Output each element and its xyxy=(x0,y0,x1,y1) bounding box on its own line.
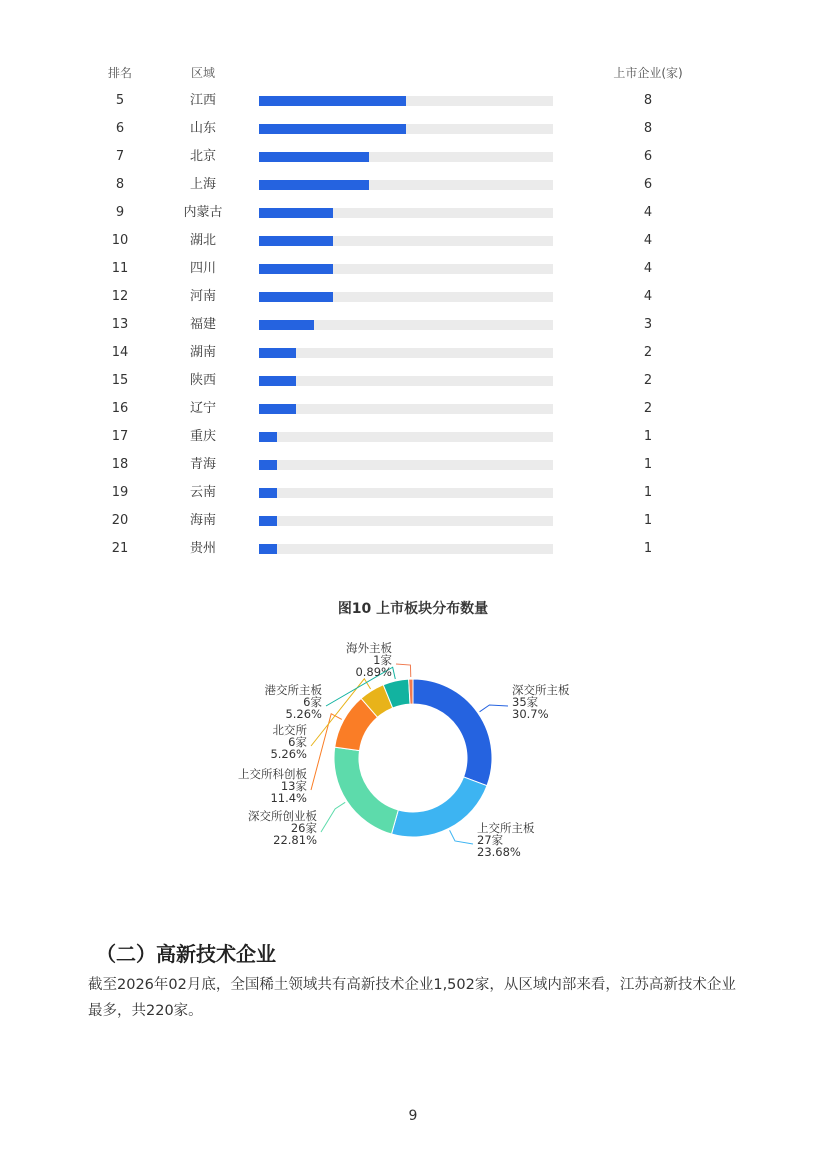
count-value: 4 xyxy=(643,289,653,304)
region-name: 云南 xyxy=(189,485,216,500)
table-row xyxy=(0,457,826,485)
region-name: 上海 xyxy=(189,177,216,192)
slice-label-count: 6家 xyxy=(288,735,307,749)
table-row xyxy=(0,429,826,457)
leader-line xyxy=(396,664,411,677)
bar-track xyxy=(259,348,553,358)
bar-track xyxy=(259,516,553,526)
count-value: 1 xyxy=(643,541,653,556)
region-name: 山东 xyxy=(189,121,216,136)
rank-value: 18 xyxy=(111,457,129,472)
rank-value: 8 xyxy=(115,177,125,192)
rank-value: 21 xyxy=(111,541,129,556)
donut-slice xyxy=(413,679,492,786)
table-row xyxy=(0,177,826,205)
bar-track xyxy=(259,124,553,134)
bar-track xyxy=(259,488,553,498)
rank-value: 11 xyxy=(111,261,129,276)
count-value: 1 xyxy=(643,457,653,472)
count-value: 2 xyxy=(643,345,653,360)
leader-line xyxy=(480,705,508,712)
rank-value: 12 xyxy=(111,289,129,304)
ranking-table xyxy=(0,0,826,560)
leader-line xyxy=(450,830,473,844)
table-row xyxy=(0,513,826,541)
slice-label-name: 海外主板 xyxy=(346,641,392,655)
bar-fill xyxy=(259,236,333,246)
bar-fill xyxy=(259,432,277,442)
bar-fill xyxy=(259,488,277,498)
bar-fill xyxy=(259,208,333,218)
bar-track xyxy=(259,180,553,190)
rank-value: 19 xyxy=(111,485,129,500)
bar-track xyxy=(259,208,553,218)
region-name: 北京 xyxy=(189,149,216,164)
table-row xyxy=(0,541,826,569)
table-row xyxy=(0,317,826,345)
slice-label-name: 深交所主板 xyxy=(512,683,570,697)
rank-value: 15 xyxy=(111,373,129,388)
slice-label-percent: 30.7% xyxy=(512,707,549,721)
region-name: 四川 xyxy=(189,261,216,276)
rank-value: 7 xyxy=(115,149,125,164)
region-name: 贵州 xyxy=(189,541,216,556)
slice-label-name: 上交所主板 xyxy=(477,821,535,835)
slice-label-percent: 22.81% xyxy=(273,833,317,847)
bar-fill xyxy=(259,516,277,526)
region-name: 陕西 xyxy=(189,373,216,388)
region-name: 福建 xyxy=(189,317,216,332)
donut-slice xyxy=(392,777,487,837)
bar-track xyxy=(259,404,553,414)
count-value: 8 xyxy=(643,121,653,136)
table-row xyxy=(0,289,826,317)
rank-value: 9 xyxy=(115,205,125,220)
count-value: 4 xyxy=(643,205,653,220)
count-value: 1 xyxy=(643,513,653,528)
rank-value: 20 xyxy=(111,513,129,528)
slice-label-name: 深交所创业板 xyxy=(248,809,317,823)
count-value: 6 xyxy=(643,177,653,192)
count-value: 1 xyxy=(643,485,653,500)
donut-slice xyxy=(334,747,398,834)
slice-label-count: 13家 xyxy=(280,779,307,793)
region-name: 辽宁 xyxy=(189,401,216,416)
header-count: 上市企业(家) xyxy=(613,66,683,80)
leader-line xyxy=(321,802,345,832)
rank-value: 14 xyxy=(111,345,129,360)
slice-label-name: 上交所科创板 xyxy=(238,767,307,781)
bar-fill xyxy=(259,292,333,302)
rank-value: 10 xyxy=(111,233,129,248)
bar-track xyxy=(259,96,553,106)
table-row xyxy=(0,205,826,233)
bar-track xyxy=(259,292,553,302)
header-region: 区域 xyxy=(190,66,215,80)
rank-value: 16 xyxy=(111,401,129,416)
rank-value: 13 xyxy=(111,317,129,332)
bar-fill xyxy=(259,348,296,358)
table-row xyxy=(0,485,826,513)
slice-label-name: 港交所主板 xyxy=(264,683,322,697)
table-row xyxy=(0,93,826,121)
count-value: 8 xyxy=(643,93,653,108)
rank-value: 6 xyxy=(115,121,125,136)
bar-fill xyxy=(259,180,369,190)
board-distribution-donut-chart xyxy=(0,630,826,890)
count-value: 4 xyxy=(643,261,653,276)
slice-label-count: 26家 xyxy=(290,821,317,835)
region-name: 重庆 xyxy=(189,429,216,444)
count-value: 4 xyxy=(643,233,653,248)
bar-track xyxy=(259,152,553,162)
region-name: 青海 xyxy=(189,457,216,472)
table-row xyxy=(0,121,826,149)
slice-label-count: 1家 xyxy=(373,653,392,667)
header-rank: 排名 xyxy=(107,66,132,80)
table-row xyxy=(0,401,826,429)
rank-value: 17 xyxy=(111,429,129,444)
rank-value: 5 xyxy=(115,93,125,108)
bar-track xyxy=(259,236,553,246)
bar-fill xyxy=(259,152,369,162)
region-name: 河南 xyxy=(189,289,216,304)
slice-label-percent: 11.4% xyxy=(270,791,307,805)
slice-label-count: 27家 xyxy=(477,833,504,847)
count-value: 6 xyxy=(643,149,653,164)
bar-fill xyxy=(259,544,277,554)
table-row xyxy=(0,373,826,401)
slice-label-percent: 5.26% xyxy=(285,707,322,721)
region-name: 湖北 xyxy=(189,233,216,248)
table-row xyxy=(0,345,826,373)
bar-fill xyxy=(259,264,333,274)
slice-label-percent: 5.26% xyxy=(270,747,307,761)
count-value: 1 xyxy=(643,429,653,444)
slice-label-name: 北交所 xyxy=(272,723,307,737)
slice-label-percent: 0.89% xyxy=(355,665,392,679)
bar-track xyxy=(259,264,553,274)
bar-track xyxy=(259,376,553,386)
bar-fill xyxy=(259,320,314,330)
section-heading: （二）高新技术企业 xyxy=(96,942,276,966)
count-value: 2 xyxy=(643,401,653,416)
table-row xyxy=(0,149,826,177)
bar-fill xyxy=(259,124,406,134)
figure-title: 图10 上市板块分布数量 xyxy=(337,601,489,617)
bar-track xyxy=(259,432,553,442)
region-name: 内蒙古 xyxy=(183,205,223,220)
bar-fill xyxy=(259,376,296,386)
count-value: 2 xyxy=(643,373,653,388)
bar-track xyxy=(259,460,553,470)
region-name: 江西 xyxy=(189,93,216,108)
count-value: 3 xyxy=(643,317,653,332)
bar-fill xyxy=(259,404,296,414)
slice-label-count: 6家 xyxy=(303,695,322,709)
page-number: 9 xyxy=(408,1108,418,1124)
table-row xyxy=(0,233,826,261)
slice-label-count: 35家 xyxy=(512,695,539,709)
bar-track xyxy=(259,544,553,554)
region-name: 湖南 xyxy=(189,345,216,360)
slice-label-percent: 23.68% xyxy=(477,845,521,859)
bar-track xyxy=(259,320,553,330)
bar-fill xyxy=(259,460,277,470)
section-paragraph: 截至2026年02月底，全国稀土领域共有高新技术企业1,502家，从区域内部来看，江苏高新技术企业最多，共220家。 xyxy=(88,977,736,1019)
table-row xyxy=(0,261,826,289)
region-name: 海南 xyxy=(189,513,216,528)
bar-fill xyxy=(259,96,406,106)
